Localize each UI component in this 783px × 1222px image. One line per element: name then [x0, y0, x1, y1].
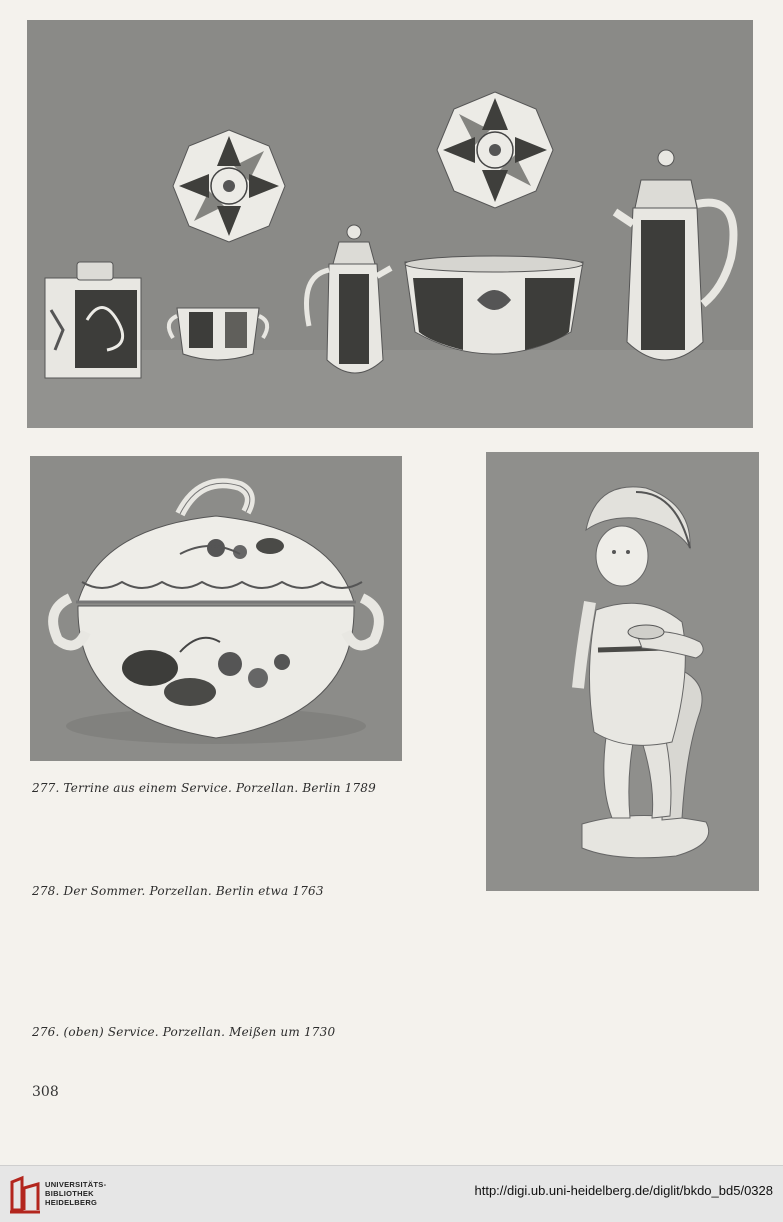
caption-277: 277. Terrine aus einem Service. Porzellan. Berlin 1789 [32, 781, 376, 795]
page-number: 308 [32, 1084, 59, 1100]
library-name-line-3: HEIDELBERG [45, 1198, 98, 1207]
meissen-service-image [27, 20, 753, 428]
summer-figure-image [486, 452, 759, 891]
library-name-line-1: UNIVERSITÄTS- [45, 1180, 107, 1189]
photo-summer-figure [486, 452, 759, 891]
caption-276: 276. (oben) Service. Porzellan. Meißen um 1730 [32, 1025, 336, 1039]
caption-278: 278. Der Sommer. Porzellan. Berlin etwa 1763 [32, 884, 324, 898]
terrine-image [30, 456, 402, 761]
university-library-logo-icon[interactable] [8, 1174, 42, 1214]
permalink-url[interactable]: http://digi.ub.uni-heidelberg.de/diglit/bkdo_bd5/0328 [474, 1183, 773, 1198]
photo-meissen-service [27, 20, 753, 428]
footer-bar [0, 1165, 783, 1222]
photo-terrine [30, 456, 402, 761]
library-name[interactable] [45, 1180, 106, 1207]
library-name-line-2: BIBLIOTHEK [45, 1189, 94, 1198]
